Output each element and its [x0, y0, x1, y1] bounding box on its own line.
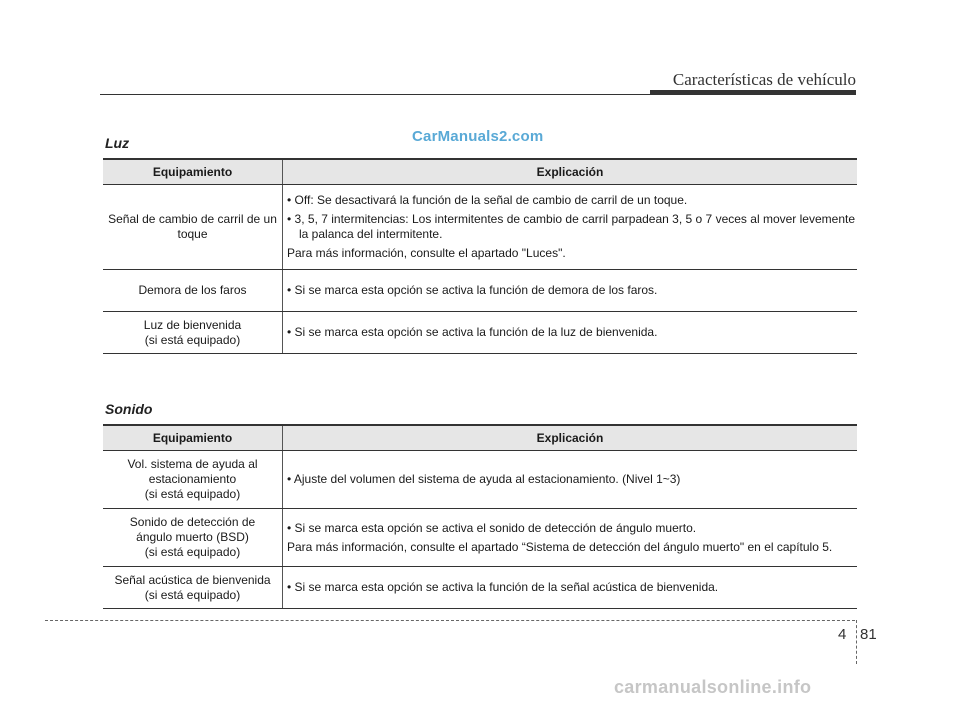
table-row [103, 185, 857, 270]
luz-table [103, 158, 857, 354]
sonido-table [103, 424, 857, 609]
equipment-line: Vol. sistema de ayuda al [127, 457, 258, 471]
column-header-equipment: Equipamiento [103, 159, 283, 185]
equipment-line: estacionamiento [148, 472, 237, 486]
explanation-cell [283, 451, 858, 509]
watermark-bottom: carmanualsonline.info [614, 677, 812, 697]
equipment-cell [103, 509, 283, 567]
equipment-cell: Señal de cambio de carril de un toque [103, 185, 283, 270]
equipment-line: (si está equipado) [144, 545, 241, 559]
equipment-line: Señal acústica de bienvenida [114, 572, 271, 587]
explanation-cell [283, 270, 858, 312]
chapter-number: 4 [838, 626, 847, 643]
header-rule [100, 94, 856, 95]
equipment-line: ángulo muerto (BSD) [136, 530, 249, 544]
explanation-line: • Si se marca esta opción se activa la función de la señal acústica de bienvenida. [287, 580, 719, 594]
explanation-line: • 3, 5, 7 intermitencias: Los intermitentes de cambio de carril parpadean 3, 5 o 7 veces al mover levemente la palanca del intermitente. [287, 212, 855, 241]
explanation-cell [283, 567, 858, 609]
footer-dashed-rule [45, 620, 855, 621]
explanation-line: • Si se marca esta opción se activa la función de demora de los faros. [287, 283, 658, 297]
table-row [103, 451, 857, 509]
page-header-title: Características de vehículo [672, 70, 856, 89]
explanation-cell [283, 312, 858, 354]
equipment-cell [103, 567, 283, 609]
explanation-cell [283, 185, 858, 270]
table-header-row [103, 159, 857, 185]
table-row [103, 509, 857, 567]
footer-vertical-divider [856, 620, 857, 664]
equipment-cell [103, 451, 283, 509]
equipment-line: Luz de bienvenida [143, 317, 242, 332]
equipment-line: Sonido de detección de [129, 515, 256, 529]
watermark-top: CarManuals2.com [412, 128, 544, 145]
table-header-row [103, 425, 857, 451]
column-header-equipment: Equipamiento [103, 425, 283, 451]
table-row [103, 270, 857, 312]
column-header-explanation: Explicación [283, 159, 858, 185]
section-title-luz: Luz [105, 135, 130, 151]
table-row [103, 312, 857, 354]
table-row [103, 567, 857, 609]
explanation-line: • Si se marca esta opción se activa el sonido de detección de ángulo muerto. [287, 520, 697, 535]
equipment-cell: Demora de los faros [103, 270, 283, 312]
explanation-line: • Ajuste del volumen del sistema de ayuda al estacionamiento. (Nivel 1~3) [287, 472, 681, 486]
equipment-cell [103, 312, 283, 354]
equipment-line: (si está equipado) [144, 587, 241, 602]
section-title-sonido: Sonido [105, 401, 153, 417]
equipment-line: (si está equipado) [144, 487, 241, 501]
explanation-note: Para más información, consulte el apartado “Sistema de detección del ángulo muerto" en el capítulo 5. [287, 539, 833, 554]
explanation-line: • Si se marca esta opción se activa la función de la luz de bienvenida. [287, 325, 658, 339]
explanation-note: Para más información, consulte el apartado "Luces". [287, 246, 566, 260]
equipment-line: (si está equipado) [144, 332, 241, 347]
page-number: 81 [860, 626, 877, 643]
column-header-explanation: Explicación [283, 425, 858, 451]
explanation-cell [283, 509, 858, 567]
explanation-line: • Off: Se desactivará la función de la señal de cambio de carril de un toque. [287, 193, 688, 207]
